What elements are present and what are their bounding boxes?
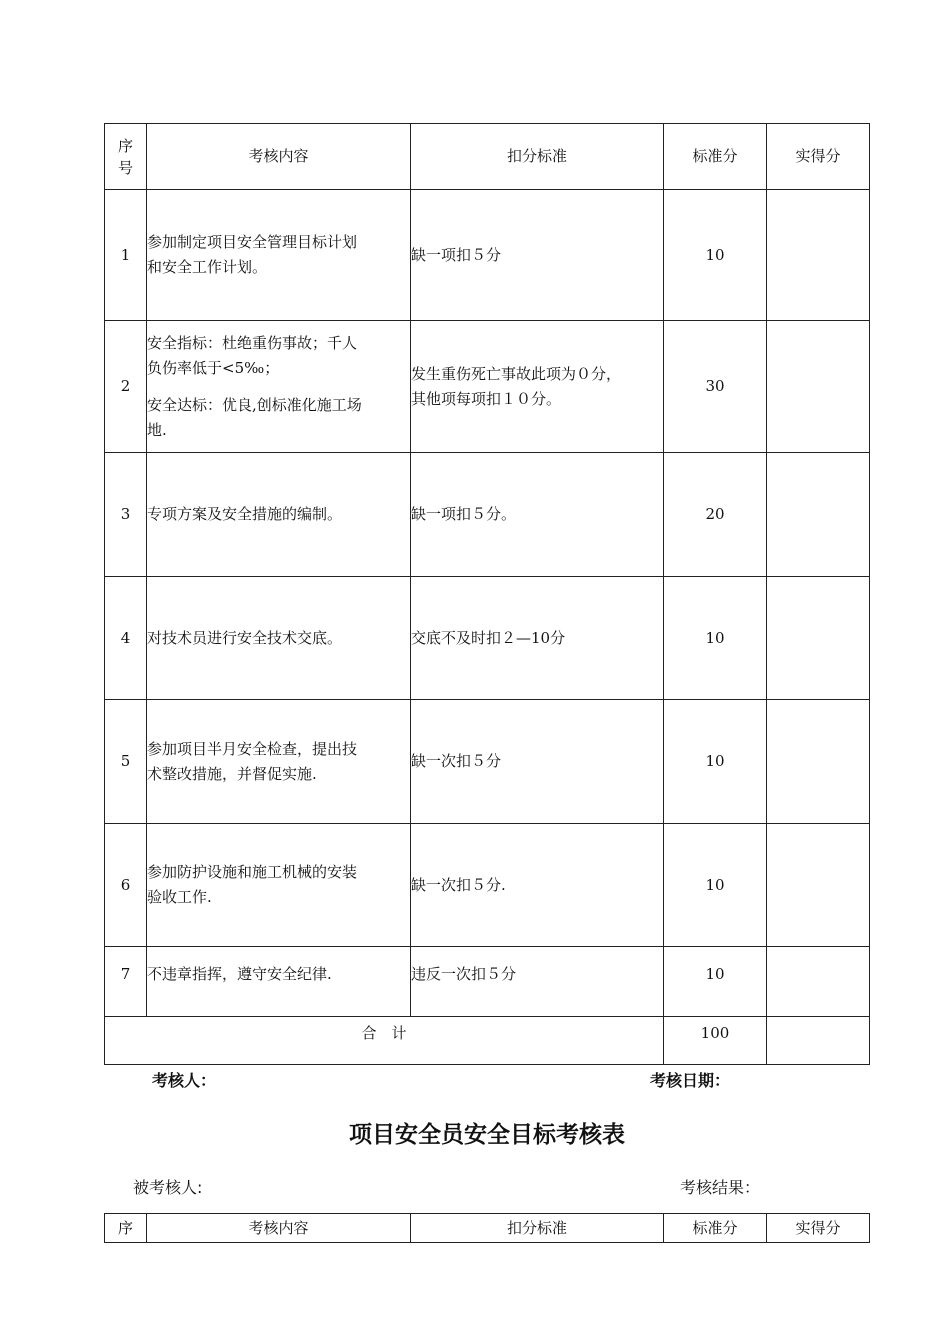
header-standard-score: 标准分 <box>664 1214 767 1243</box>
table-header-row <box>105 124 870 190</box>
row-actual-score[interactable] <box>767 577 870 700</box>
content-line: 验收工作. <box>147 888 212 906</box>
table-row <box>105 321 870 453</box>
row-content <box>147 577 411 700</box>
assessment-date-label: 考核日期： <box>650 1071 731 1090</box>
row-standard-score: 20 <box>664 453 767 577</box>
header-seq <box>105 124 147 190</box>
header-criteria: 扣分标准 <box>411 124 664 190</box>
content-line: 和安全工作计划。 <box>147 258 268 276</box>
row-standard-score: 10 <box>664 190 767 321</box>
criteria-line: 缺一次扣５分. <box>411 875 506 894</box>
page-title: 项目安全员安全目标考核表 <box>349 1122 625 1148</box>
row-seq: 6 <box>105 824 147 947</box>
row-content <box>147 321 411 453</box>
header-standard-score: 标准分 <box>664 124 767 190</box>
criteria-line: 缺一次扣５分 <box>411 752 502 770</box>
criteria-line: 交底不及时扣２—10分 <box>411 628 566 647</box>
content-line: 地. <box>147 420 167 439</box>
header-criteria: 扣分标准 <box>411 1214 664 1243</box>
row-criteria <box>411 577 664 700</box>
header-actual-score: 实得分 <box>767 1214 870 1243</box>
table-row <box>105 453 870 577</box>
row-content <box>147 453 411 577</box>
row-standard-score: 10 <box>664 577 767 700</box>
table-row <box>105 947 870 1017</box>
criteria-line: 违反一次扣５分 <box>411 965 517 983</box>
content-line: 专项方案及安全措施的编制。 <box>147 505 343 523</box>
criteria-line: 其他项每项扣１０分。 <box>411 389 562 408</box>
content-line: 安全指标：杜绝重伤事故；千人 <box>147 333 358 352</box>
content-line: 参加项目半月安全检查，提出技 <box>147 739 358 758</box>
row-actual-score[interactable] <box>767 321 870 453</box>
row-standard-score: 10 <box>664 824 767 947</box>
header-content: 考核内容 <box>147 124 411 190</box>
row-seq: 5 <box>105 700 147 824</box>
content-line: 术整改措施，并督促实施. <box>147 764 317 783</box>
row-seq: 4 <box>105 577 147 700</box>
header-content: 考核内容 <box>147 1214 411 1243</box>
row-seq: 7 <box>105 947 147 1017</box>
criteria-line: 发生重伤死亡事故此项为０分， <box>411 364 622 383</box>
content-line: 负伤率低于<5‰； <box>147 358 280 377</box>
assessee-label: 被考核人: <box>133 1178 203 1197</box>
content-line: 不违章指挥，遵守安全纪律. <box>147 965 332 983</box>
assessor-label: 考核人： <box>152 1071 217 1090</box>
row-criteria <box>411 190 664 321</box>
table-row <box>105 700 870 824</box>
assessment-result-label: 考核结果： <box>680 1178 761 1197</box>
header-seq: 序 <box>105 1214 147 1243</box>
content-line: 对技术员进行安全技术交底。 <box>147 628 343 647</box>
row-actual-score[interactable] <box>767 824 870 947</box>
row-content <box>147 824 411 947</box>
row-standard-score: 10 <box>664 700 767 824</box>
table-row <box>105 577 870 700</box>
table-row <box>105 824 870 947</box>
row-criteria <box>411 700 664 824</box>
row-standard-score: 10 <box>664 947 767 1017</box>
criteria-line: 缺一项扣５分 <box>411 245 502 264</box>
total-actual[interactable] <box>767 1017 870 1065</box>
row-actual-score[interactable] <box>767 947 870 1017</box>
row-criteria <box>411 453 664 577</box>
row-actual-score[interactable] <box>767 453 870 577</box>
content-line: 参加防护设施和施工机械的安装 <box>147 863 358 881</box>
row-criteria <box>411 321 664 453</box>
row-seq: 2 <box>105 321 147 453</box>
table-header-row <box>105 1214 870 1243</box>
total-label: 合 计 <box>105 1017 664 1065</box>
row-content <box>147 190 411 321</box>
row-seq: 3 <box>105 453 147 577</box>
total-value: 100 <box>664 1017 767 1065</box>
paragraph-gap <box>147 381 410 393</box>
content-line: 安全达标：优良,创标准化施工场 <box>147 395 362 414</box>
row-actual-score[interactable] <box>767 700 870 824</box>
header-actual-score: 实得分 <box>767 124 870 190</box>
criteria-line: 缺一项扣５分。 <box>411 505 517 523</box>
assessment-table <box>104 123 870 1065</box>
row-actual-score[interactable] <box>767 190 870 321</box>
assessment-table-2 <box>104 1213 870 1243</box>
row-content <box>147 700 411 824</box>
row-criteria <box>411 824 664 947</box>
content-line: 参加制定项目安全管理目标计划 <box>147 233 358 251</box>
row-standard-score: 30 <box>664 321 767 453</box>
row-seq: 1 <box>105 190 147 321</box>
row-content <box>147 947 411 1017</box>
table-row <box>105 190 870 321</box>
total-row <box>105 1017 870 1065</box>
row-criteria <box>411 947 664 1017</box>
header-seq-line: 序 号 <box>117 136 133 177</box>
